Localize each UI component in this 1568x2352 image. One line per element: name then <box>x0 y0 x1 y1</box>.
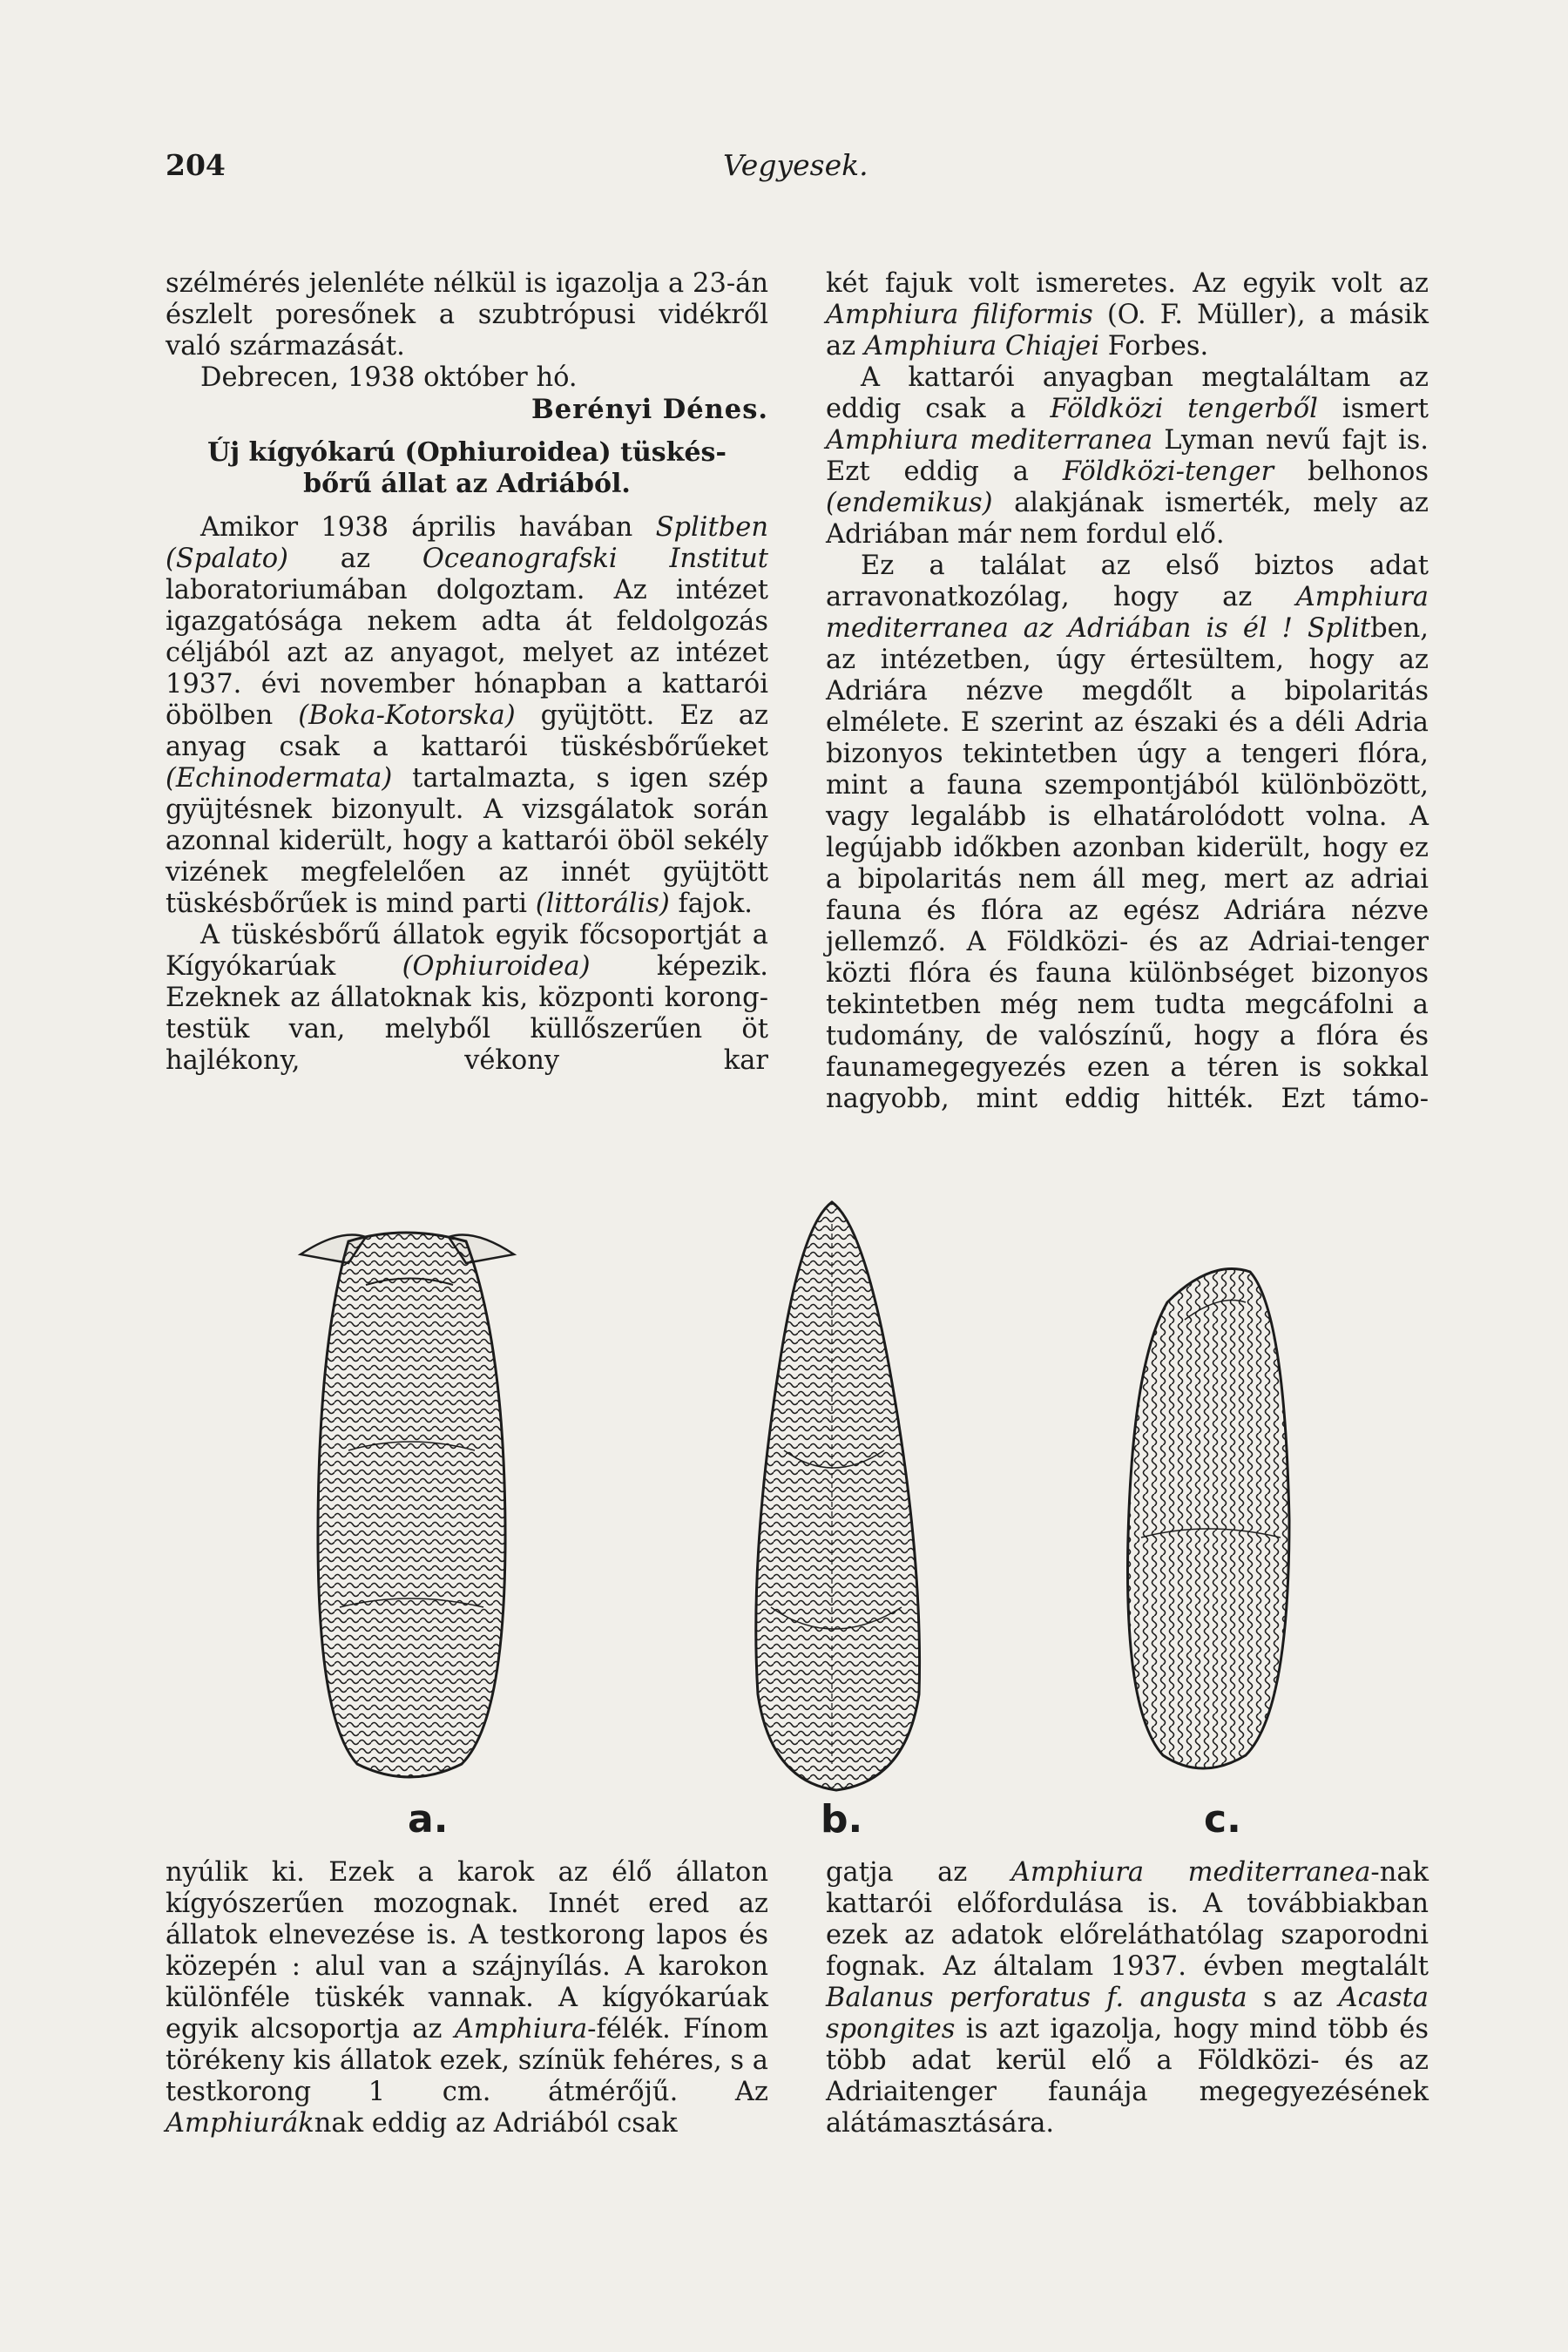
figure-label-a: a. <box>408 1797 449 1842</box>
italic-run: Amphiura mediterranea az Adriában is él ! <box>826 582 1429 644</box>
text-run: ismert <box>1317 394 1429 424</box>
right-column-top <box>826 268 1429 1115</box>
body-paragraph <box>826 362 1429 551</box>
italic-run: (Boka-Kotorska) <box>298 700 516 731</box>
text-run: Lyman nevű fajt is. Ezt eddig a <box>826 425 1429 487</box>
italic-run: Amphiura mediterranea <box>1010 1857 1371 1888</box>
italic-run: Amphiurák <box>166 2108 314 2139</box>
italic-run: (endemikus) <box>826 488 993 518</box>
figure-b-spine <box>756 1202 920 1790</box>
article-title <box>166 437 768 500</box>
text-run: laboratoriumában dolgoztam. Az intézet igazgatósága nekem adta át feldolgozás céljából azt az anyagot, melyet az intézet 1937. évi november hónapban a kattarói öbölben <box>166 575 768 731</box>
text-run: belhonos <box>1274 456 1429 487</box>
figure-label-b: b. <box>821 1797 863 1842</box>
text-run: A kattarói anyagban megtaláltam az eddig csak a <box>826 362 1429 424</box>
figure-label-c: c. <box>1204 1797 1241 1842</box>
body-paragraph <box>826 1857 1429 2139</box>
text-run: két fajuk volt ismeretes. Az egyik volt az <box>826 268 1429 299</box>
article-title-line2: bőrű állat az Adriából. <box>303 469 631 499</box>
text-run: A tüskésbőrű állatok egyik főcsoportját a Kígyókarúak <box>166 920 768 982</box>
text-run: gyüjtött. Ez az anyag csak a kattarói tüskésbőrűeket <box>166 700 768 762</box>
text-run: nyúlik ki. Ezek a karok az élő állaton kígyószerűen mozognak. Innét ered az állatok elnevezése is. A testkorong lapos és közepén : alul van a szájnyílás. A karokon különféle tüskék vannak. A kígyókarúak egyik alcsoportja az <box>166 1857 768 2044</box>
italic-run: Amphiura Chiajei <box>863 331 1100 362</box>
article-title-line1: Új kígyókarú (Ophiuroidea) tüskés- <box>207 437 727 468</box>
figure-ophiuroid-spines <box>261 1189 1481 1851</box>
italic-run: Split <box>1307 613 1371 644</box>
italic-run: Földközi tengerből <box>1050 394 1318 424</box>
text-run: fajok. <box>669 889 753 919</box>
figure-c-spine <box>1128 1269 1290 1768</box>
text-run: tartalmazta, s igen szép gyüjtésnek bizonyult. A vizsgálatok során azonnal kiderült, hogy a kattarói öböl sekély vizének megfelelően az innét gyüjtött tüskésbőrűek is mind parti <box>166 763 768 919</box>
text-run <box>1293 613 1308 644</box>
body-paragraph <box>166 512 768 920</box>
italic-run: Oceanografski Institut <box>422 544 768 574</box>
author-signature: Berényi Dénes. <box>531 394 768 425</box>
dateline: Debrecen, 1938 október hó. <box>200 362 578 393</box>
page-number: 204 <box>166 148 226 182</box>
italic-run: (Ophiuroidea) <box>402 951 591 982</box>
body-paragraph <box>826 551 1429 1115</box>
text-run: Amikor 1938 április havában <box>200 512 656 543</box>
paragraph-continuation: szélmérés jelenléte nélkül is igazolja a 23-án észlelt poresőnek a szubtrópusi vidékről való származását. <box>166 268 768 362</box>
text-run: -nak kattarói előfordulása is. A továbbiakban ezek az adatok előreláthatólag szaporodni fognak. Az általam 1937. évben megtalált <box>826 1857 1429 1982</box>
page-header <box>166 148 1402 200</box>
italic-run: Amphiura filiformis <box>826 300 1093 330</box>
text-run: nak eddig az Adriából csak <box>314 2108 678 2139</box>
text-run: az <box>287 544 422 574</box>
figure-illustration <box>261 1189 1481 1851</box>
italic-run: Acasta spongites <box>826 1983 1429 2044</box>
italic-run: Amphiura mediterranea <box>826 425 1153 456</box>
left-column-bottom <box>166 1857 768 2139</box>
text-run: Forbes. <box>1099 331 1209 362</box>
text-run: is azt igazolja, hogy mind több és több adat kerül elő a Földközi- és az Adriaitenger faunája megegyezésének alátámasztására. <box>826 2014 1429 2139</box>
italic-run: Amphiura <box>454 2014 588 2044</box>
text-run: -félék. Fínom törékeny kis állatok ezek, színük fehéres, s a testkorong 1 cm. átmérőjű. Az <box>166 2014 768 2107</box>
text-run: s az <box>1247 1983 1339 2013</box>
text-run: képezik. Ezeknek az állatoknak kis, központi korong-testük van, melyből küllőszerűen öt hajlékony, vékony kar <box>166 951 768 1076</box>
italic-run: Splitben (Spalato) <box>166 512 768 574</box>
text-run: gatja az <box>826 1857 1011 1888</box>
body-paragraph <box>826 268 1429 362</box>
body-paragraph <box>166 1857 768 2139</box>
left-column-top <box>166 268 768 1077</box>
body-paragraph <box>166 920 768 1077</box>
running-head: Vegyesek. <box>723 148 868 182</box>
right-column-bottom <box>826 1857 1429 2139</box>
text-run: (O. F. Müller), a másik az <box>826 300 1429 362</box>
italic-run: (Echinodermata) <box>166 763 393 794</box>
text-run: ben, az intézetben, úgy értesültem, hogy az Adriára nézve megdőlt a bipolaritás elmélete. E szerint az északi és a déli Adria bizonyos tekintetben úgy a tengeri flóra, mint a fauna szempontjából különbözött, vagy legalább is elhatárolódott volna. A legújabb időkben azonban kiderült, hogy ez a bipolaritás nem áll meg, mert az adriai fauna és flóra az egész Adriára nézve jellemző. A Földközi- és az Adriai-tenger közti flóra és fauna különbséget bizonyos tekintetben még nem tudta megcáfolni a tudomány, de valószínű, hogy a flóra és faunamegegyezés ezen a téren is sokkal nagyobb, mint eddig hitték. Ezt támo- <box>826 613 1429 1114</box>
italic-run: Földközi-tenger <box>1062 456 1274 487</box>
italic-run: (littorális) <box>535 889 670 919</box>
figure-a-spine <box>301 1233 514 1777</box>
text-run: Ez a találat az első biztos adat arravonatkozólag, hogy az <box>826 551 1429 612</box>
text-run: alakjának ismerték, mely az Adriában már nem fordul elő. <box>826 488 1429 550</box>
italic-run: Balanus perforatus f. angusta <box>826 1983 1247 2013</box>
